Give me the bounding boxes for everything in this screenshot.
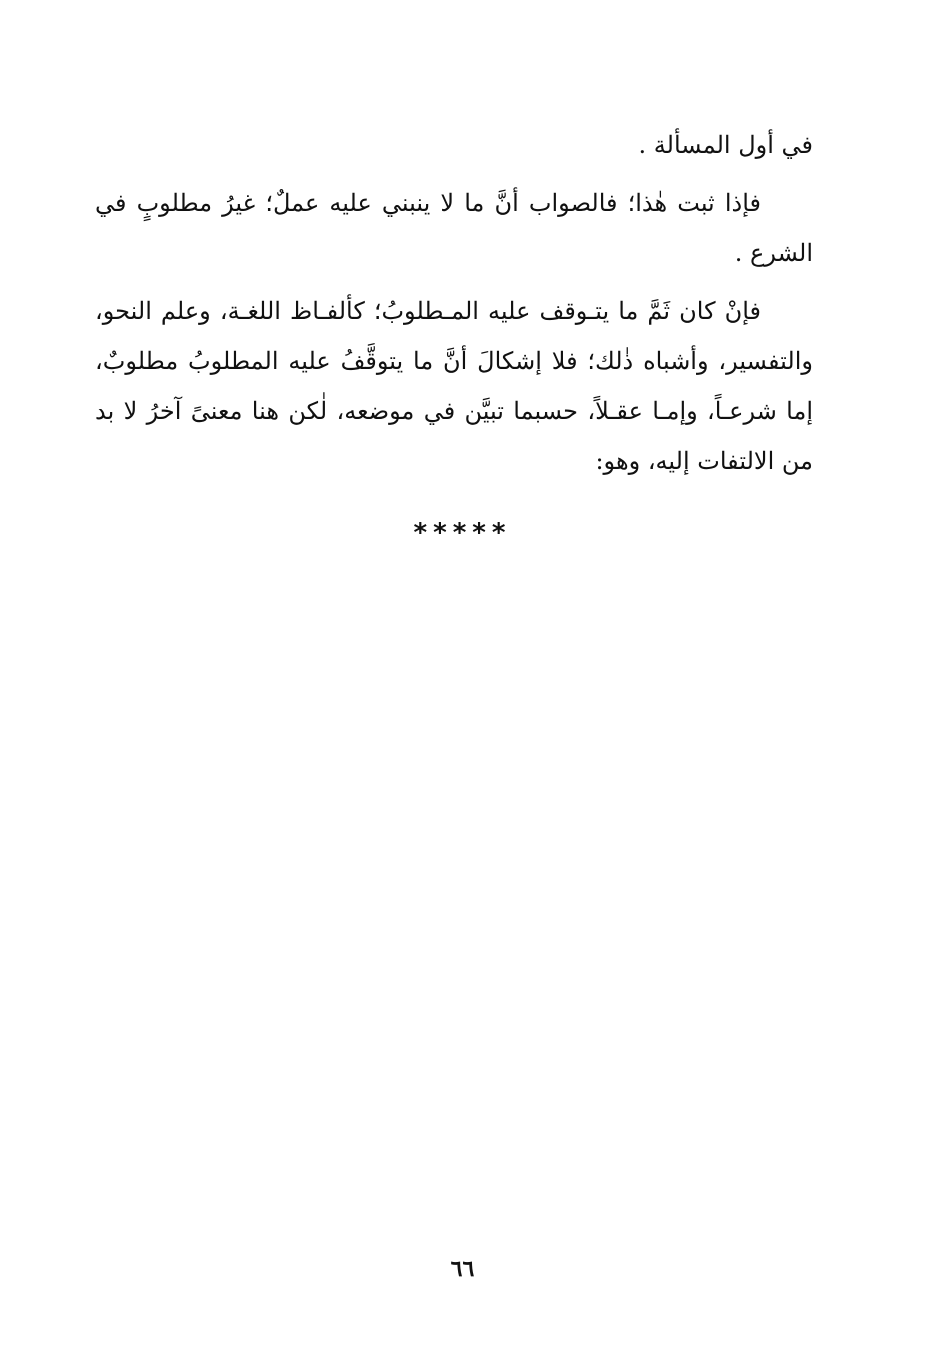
paragraph-prerequisites: فإنْ كان ثَمَّ ما يتـوقف عليه المـطلوبُ؛ كألفـاظ اللغـة، وعلم النحو، والتفسير، وأشباه ذٰلك؛ فلا إشكالَ أنَّ ما يتوقَّفُ عليه المطلوبُ مطلوبٌ، إما شرعـاً، وإمـا عقـلاً، حسبما تبيَّن في موضعه، لٰكن هنا معنىً آخرُ لا بد من الالتفات إليه، وهو: xyxy=(95,297,813,475)
paragraph-continuation: في أول المسألة . xyxy=(638,131,813,159)
section-separator: ***** xyxy=(413,518,512,548)
page-number: ٦٦ xyxy=(450,1256,475,1282)
paragraph-conclusion: فإذا ثبت هٰذا؛ فالصواب أنَّ ما لا ينبني عليه عملٌ؛ غيرُ مطلوبٍ في الشرع . xyxy=(95,189,813,267)
page-body xyxy=(95,120,813,494)
